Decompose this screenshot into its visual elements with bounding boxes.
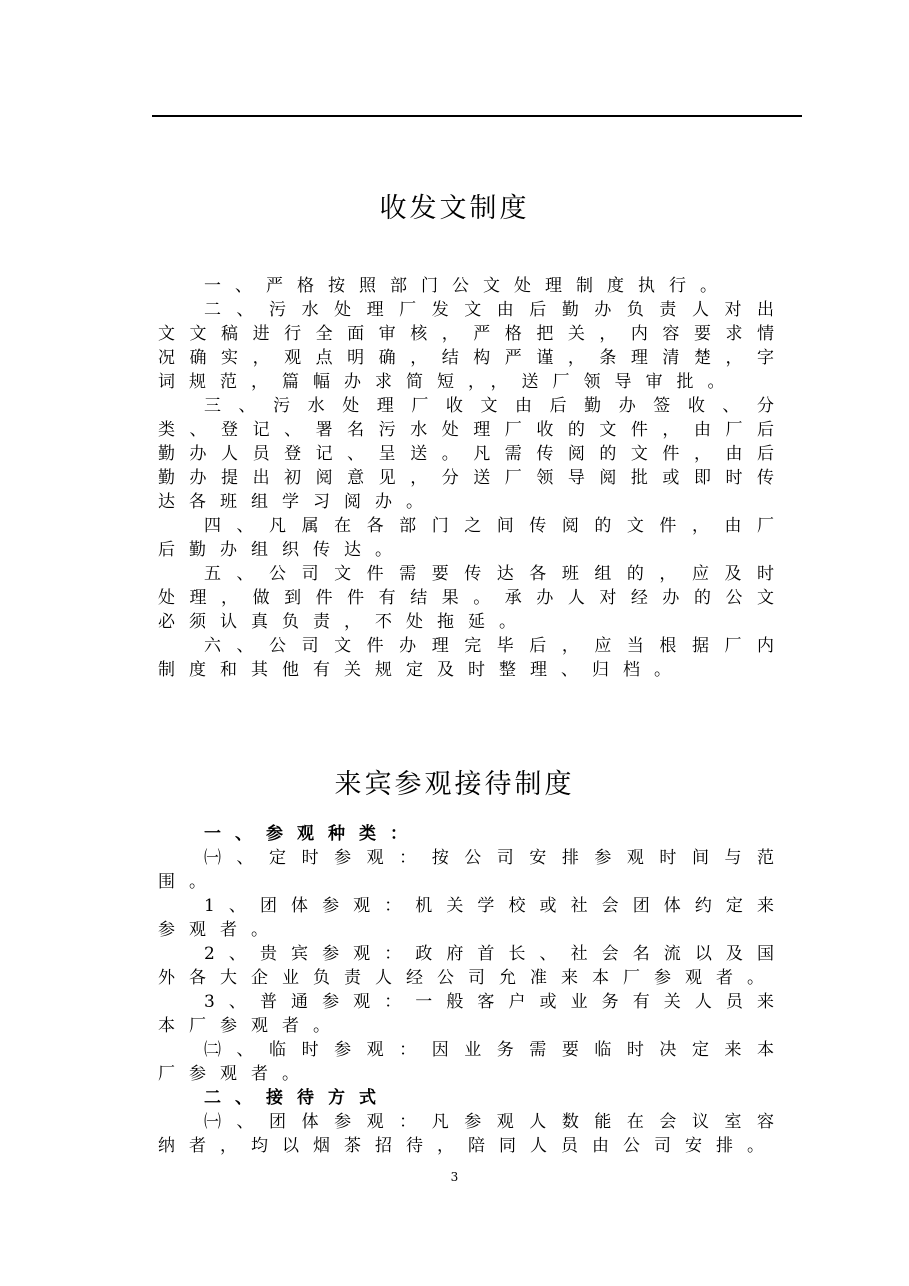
- subheading-reception-methods: 二、接待方式: [204, 1088, 390, 1108]
- section-title-visitor-reception: 来宾参观接待制度: [334, 769, 575, 800]
- paragraph: 一、严格按照部门公文处理制度执行。: [204, 276, 731, 296]
- paragraph: ㈠、定时参观：按公司安排参观时间与范围。: [158, 848, 788, 892]
- section-title-document-handling: 收发文制度: [379, 193, 530, 224]
- paragraph: 三、污水处理厂收文由后勤办签收、分类、登记、署名污水处理厂收的文件，由厂后勤办人员登记、呈送。凡需传阅的文件，由后勤办提出初阅意见，分送厂领导阅批或即时传达各班组学习阅办。: [158, 396, 788, 512]
- section-body-document-handling: [158, 274, 788, 682]
- subheading-visit-types: 一、参观种类：: [204, 824, 421, 844]
- page-number: 3: [450, 1170, 459, 1184]
- paragraph: 五、公司文件需要传达各班组的，应及时处理，做到件件有结果。承办人对经办的公文必须认真负责，不处拖延。: [158, 564, 788, 632]
- paragraph: 六、公司文件办理完毕后，应当根据厂内制度和其他有关规定及时整理、归档。: [158, 636, 788, 680]
- paragraph: 3、普通参观：一般客户或业务有关人员来本厂参观者。: [158, 992, 788, 1036]
- paragraph: ㈠、团体参观：凡参观人数能在会议室容纳者，均以烟茶招待，陪同人员由公司安排。: [158, 1112, 788, 1156]
- paragraph: 四、凡属在各部门之间传阅的文件，由厂后勤办组织传达。: [158, 516, 788, 560]
- paragraph: ㈡、临时参观：因业务需要临时决定来本厂参观者。: [158, 1040, 788, 1084]
- header-rule: [152, 115, 802, 117]
- section-body-visitor-reception: [158, 822, 788, 1158]
- paragraph: 二、污水处理厂发文由后勤办负责人对出文文稿进行全面审核，严格把关，内容要求情况确实，观点明确，结构严谨，条理清楚，字词规范，篇幅办求简短，，送厂领导审批。: [158, 300, 788, 392]
- paragraph: 2、贵宾参观：政府首长、社会名流以及国外各大企业负责人经公司允准来本厂参观者。: [158, 944, 788, 988]
- paragraph: 1、团体参观：机关学校或社会团体约定来参观者。: [158, 896, 788, 940]
